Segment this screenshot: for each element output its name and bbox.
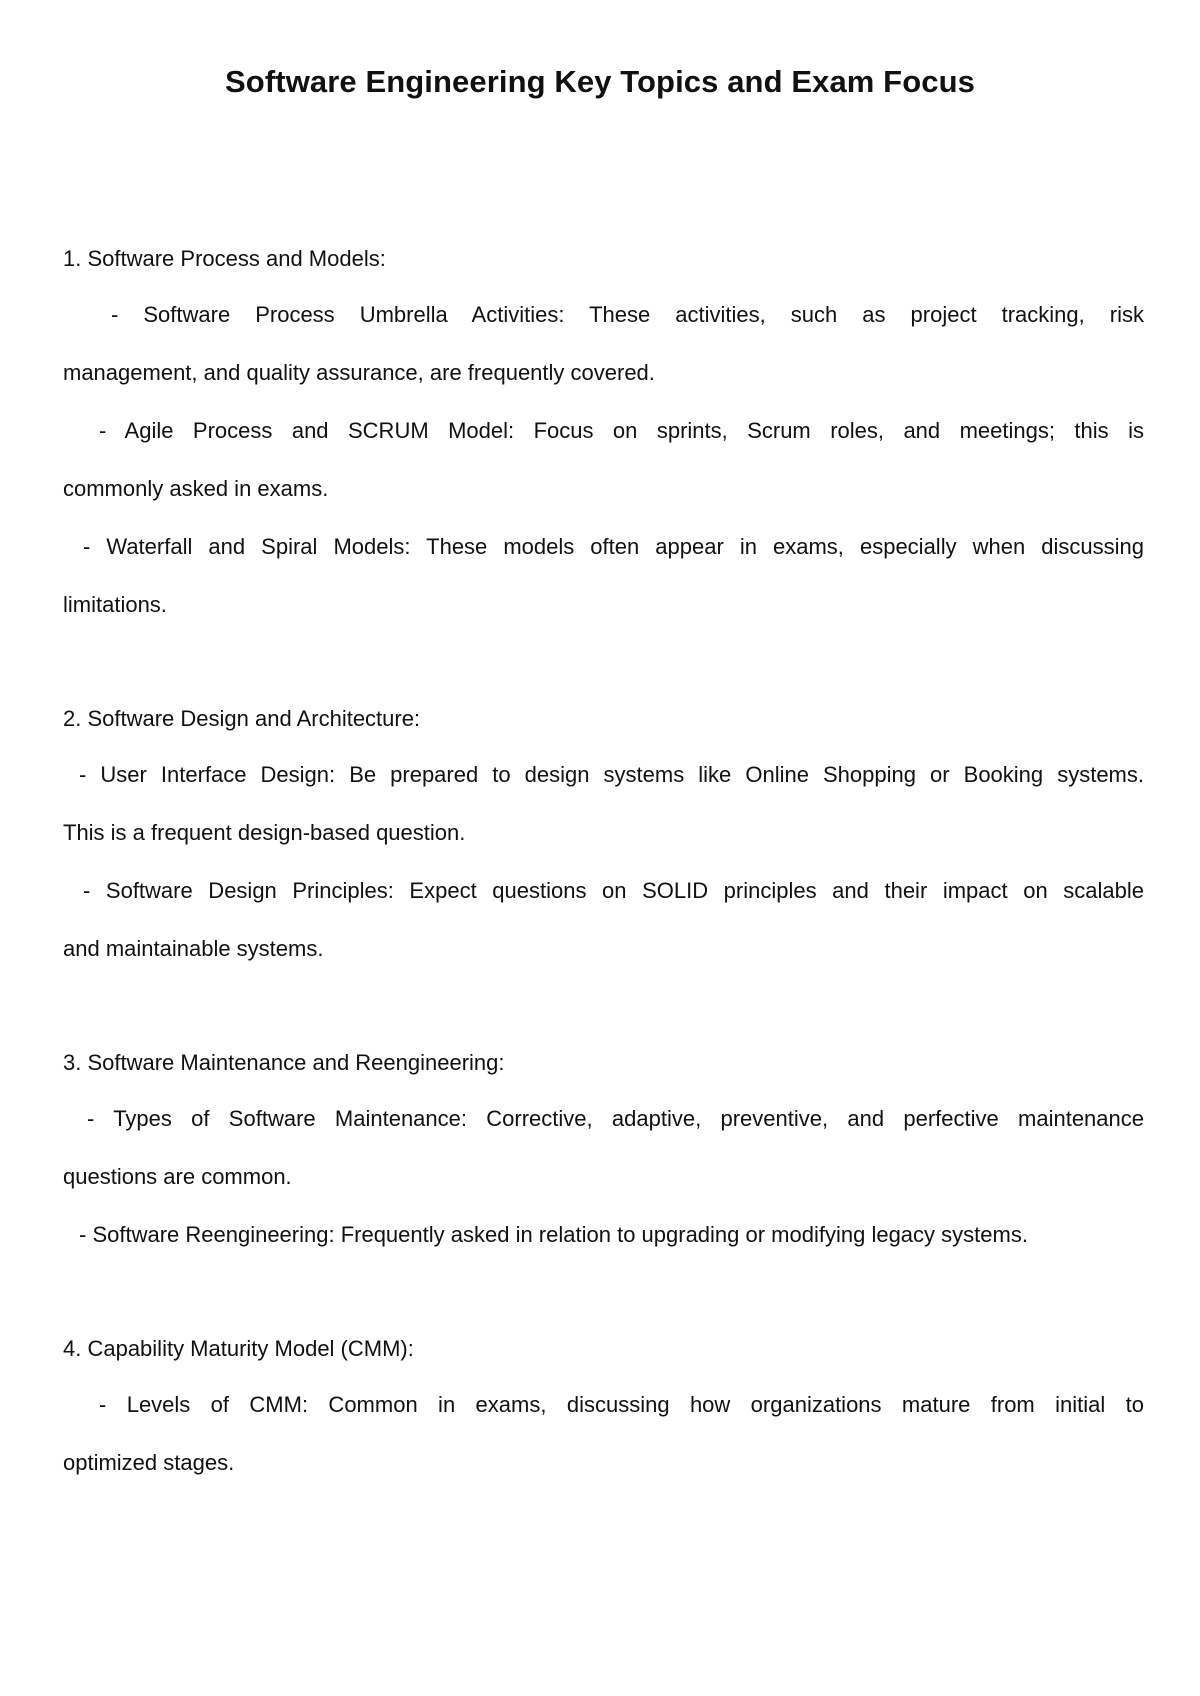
list-item-line: - Software Process Umbrella Activities: These activities, such as project tracking, risk xyxy=(111,302,1144,327)
list-item-cmm-levels xyxy=(63,1376,1144,1492)
list-item-line: commonly asked in exams. xyxy=(63,476,329,501)
list-item-design-principles xyxy=(63,862,1144,978)
section-heading-design-architecture: 2. Software Design and Architecture: xyxy=(63,706,421,731)
list-item-line: questions are common. xyxy=(63,1164,292,1189)
list-item-line: - Levels of CMM: Common in exams, discussing how organizations mature from initial to xyxy=(99,1392,1144,1417)
list-item-maintenance-types xyxy=(63,1090,1144,1206)
list-item-line: and maintainable systems. xyxy=(63,936,324,961)
list-item-umbrella-activities xyxy=(63,286,1144,402)
list-item-line: management, and quality assurance, are frequently covered. xyxy=(63,360,655,385)
list-item-line: - Types of Software Maintenance: Corrective, adaptive, preventive, and perfective maintenance xyxy=(87,1106,1144,1131)
list-item-line: - Software Design Principles: Expect questions on SOLID principles and their impact on scalable xyxy=(83,878,1144,903)
list-item-waterfall-spiral xyxy=(63,518,1144,634)
list-item-line: This is a frequent design-based question. xyxy=(63,820,466,845)
list-item-line: - User Interface Design: Be prepared to design systems like Online Shopping or Booking systems. xyxy=(79,762,1144,787)
list-item-line: - Software Reengineering: Frequently asked in relation to upgrading or modifying legacy systems. xyxy=(79,1222,1028,1247)
section-heading-cmm: 4. Capability Maturity Model (CMM): xyxy=(63,1336,414,1361)
list-item-line: - Waterfall and Spiral Models: These models often appear in exams, especially when discussing xyxy=(83,534,1144,559)
document-title: Software Engineering Key Topics and Exam Focus xyxy=(225,64,975,99)
section-heading-process-models: 1. Software Process and Models: xyxy=(63,246,386,271)
list-item-line: limitations. xyxy=(63,592,167,617)
list-item-reengineering xyxy=(63,1206,1144,1264)
list-item-line: - Agile Process and SCRUM Model: Focus on sprints, Scrum roles, and meetings; this is xyxy=(99,418,1144,443)
list-item-line: optimized stages. xyxy=(63,1450,235,1475)
list-item-agile-scrum xyxy=(63,402,1144,518)
list-item-ui-design xyxy=(63,746,1144,862)
section-heading-maintenance-reengineering: 3. Software Maintenance and Reengineering: xyxy=(63,1050,505,1075)
